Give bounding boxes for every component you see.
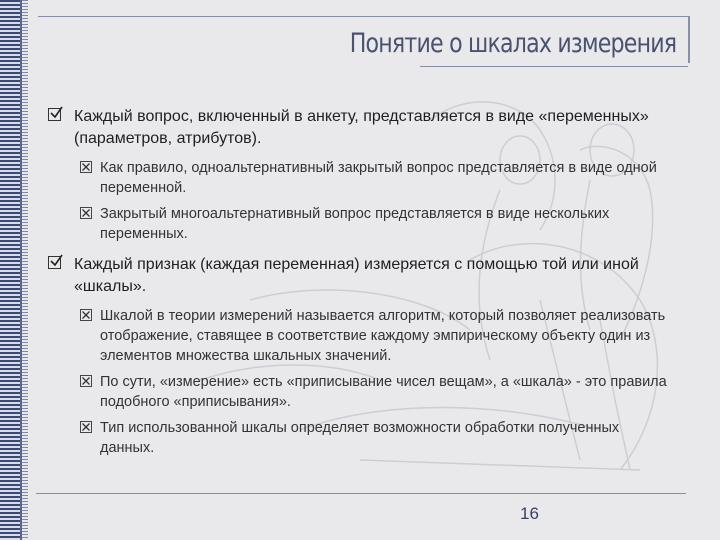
sub-bullet-text: Как правило, одноальтернативный закрытый вопрос представляется в виде одной переменной. [100, 160, 657, 196]
cross-box-icon [80, 309, 92, 321]
cross-box-icon [80, 421, 92, 433]
cross-box-icon [80, 375, 92, 387]
bullet-2-text: Каждый признак (каждая переменная) измеряется с помощью той или иной «шкалы». [74, 256, 639, 295]
slide-title: Понятие о шкалах измерения [349, 28, 676, 59]
sub-bullet [68, 372, 668, 412]
sub-bullet [68, 306, 668, 366]
bullet-1-subitems [48, 158, 668, 244]
cross-box-icon [80, 161, 92, 173]
sub-bullet-text: Шкалой в теории измерений называется алгоритм, который позволяет реализовать отображение, ставящее в соответствие каждому эмпирическому объекту один из элементов множества шкальных значений. [100, 308, 666, 364]
sub-bullet-text: Тип использованной шкалы определяет возможности обработки полученных данных. [100, 420, 620, 456]
sub-bullet [68, 418, 668, 458]
bullet-2-subitems [48, 306, 668, 458]
bullet-1-text: Каждый вопрос, включенный в анкету, представляется в виде «переменных» (параметров, атрибутов). [74, 108, 649, 147]
slide-content [48, 106, 668, 468]
cross-box-icon [80, 207, 92, 219]
bullet-2 [48, 254, 668, 298]
checkmark-icon [48, 108, 61, 121]
sub-bullet [68, 158, 668, 198]
checkmark-icon [48, 256, 61, 269]
sub-bullet [68, 204, 668, 244]
sub-bullet-text: Закрытый многоальтернативный вопрос представляется в виде нескольких переменных. [100, 206, 610, 242]
page-number: 16 [520, 504, 539, 523]
footer-line [36, 493, 686, 494]
bullet-1 [48, 106, 668, 150]
sub-bullet-text: По сути, «измерение» есть «приписывание чисел вещам», а «шкала» - это правила подобного «приписывания». [100, 374, 667, 410]
title-underline [420, 66, 688, 67]
